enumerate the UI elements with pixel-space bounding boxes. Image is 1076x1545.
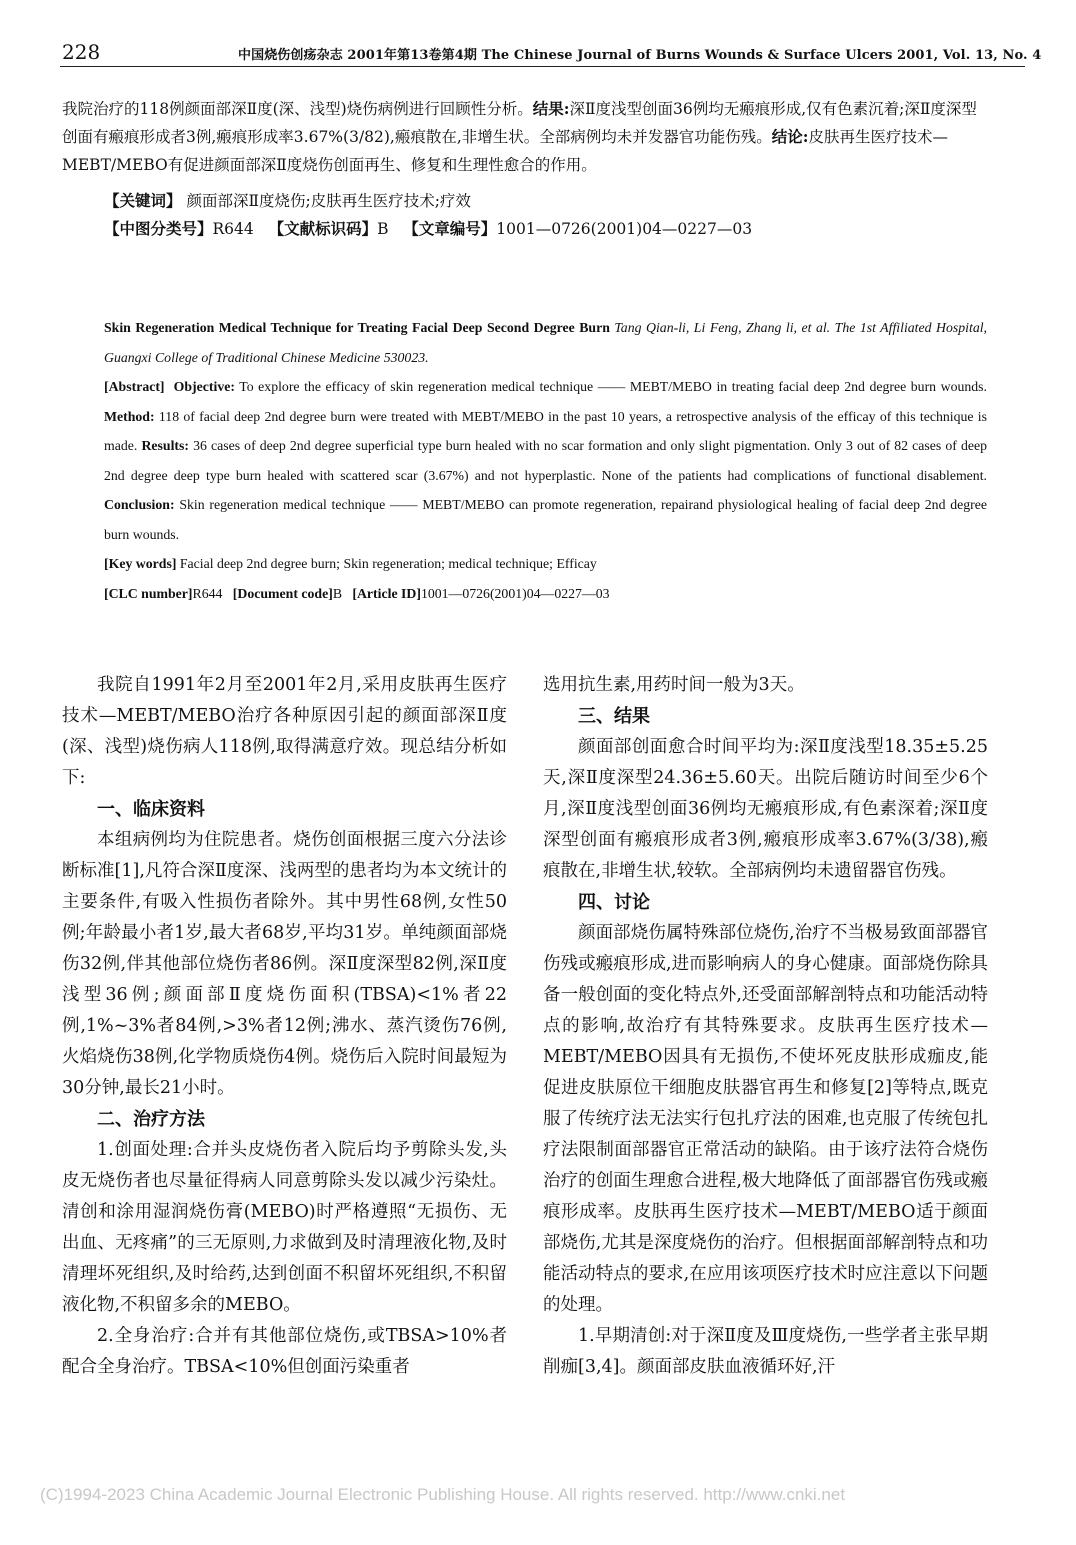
cn-clc-value: R644 <box>212 220 254 238</box>
copyright-watermark: (C)1994-2023 China Academic Journal Electronic Publishing House. All rights reserved. http://www.cnki.net <box>40 1485 846 1504</box>
cn-classification <box>62 215 987 243</box>
cn-articleid-value: 1001—0726(2001)04—0227—03 <box>496 220 753 238</box>
cn-results-text: 深Ⅱ度浅型创面36例均无瘢痕形成,仅有色素沉着;深Ⅱ度深型创面有瘢痕形成者3例,瘢痕形成率3.67%(3/82),瘢痕散在,非增生状。全部病例均未并发器官功能伤残。 <box>62 100 977 146</box>
page-number: 228 <box>62 40 101 64</box>
en-method-text: 118 of facial deep 2nd degree burn were treated with MEBT/MEBO in the past 10 years, a retrospective analysis of the efficay of this technique is made. <box>104 408 988 453</box>
en-doccode-value: B <box>332 585 343 601</box>
body-column-right <box>543 670 988 1383</box>
english-abstract <box>62 313 987 608</box>
section-heading-treatment: 二、治疗方法 <box>97 1109 205 1130</box>
en-conclusion-text: Skin regeneration medical technique —— MEBT/MEBO can promote regeneration, repairand physiological healing of facial deep 2nd degree burn wounds. <box>104 497 988 542</box>
en-results-text: 36 cases of deep 2nd degree superficial type burn healed with no scar formation and only slight pigmentation. Only 3 out of 82 cases of deep 2nd degree deep type burn healed with scattered scar (3.67%) and not hyperplastic. None of the patients had complications of functional disablement. <box>104 438 988 483</box>
results-paragraph: 颜面部创面愈合时间平均为:深Ⅱ度浅型18.35±5.25天,深Ⅱ度深型24.36±5.60天。出院后随访时间至少6个月,深Ⅱ度浅型创面36例均无瘢痕形成,有色素深着;深Ⅱ度深型创面有瘢痕形成者3例,瘢痕形成率3.67%(3/38),瘢痕散在,非增生状,较软。全部病例均未遗留器官伤残。 <box>543 737 988 881</box>
chinese-abstract <box>62 95 987 243</box>
en-objective-text: To explore the efficacy of skin regeneration medical technique —— MEBT/MEBO in treating facial deep 2nd degree burn wounds. <box>239 379 987 394</box>
en-objective-label: Objective: <box>173 379 235 394</box>
cn-clc-label: 【中图分类号】 <box>104 219 213 238</box>
discussion-paragraph-2: 1.早期清创:对于深Ⅱ度及Ⅲ度烧伤,一些学者主张早期削痂[3,4]。颜面部皮肤血液循环好,汗 <box>543 1326 988 1377</box>
cn-doccode-value: B <box>377 220 389 238</box>
treatment-paragraph-2: 2.全身治疗:合并有其他部位烧伤,或TBSA>10%者配合全身治疗。TBSA<10%但创面污染重者 <box>62 1326 507 1377</box>
en-abstract-label: [Abstract] <box>104 379 165 394</box>
treatment-paragraph-1: 1.创面处理:合并头皮烧伤者入院后均予剪除头发,头皮无烧伤者也尽量征得病人同意剪除头发以减少污染灶。清创和涂用湿润烧伤膏(MEBO)时严格遵照“无损伤、无出血、无疼痛”的三无原则,力求做到及时清理液化物,及时清理坏死组织,及时给药,达到创面不积留坏死组织,不积留液化物,不积留多余的MEBO。 <box>62 1140 507 1315</box>
discussion-paragraph-1: 颜面部烧伤属特殊部位烧伤,治疗不当极易致面部器官伤残或瘢痕形成,进而影响病人的身心健康。面部烧伤除具备一般创面的变化特点外,还受面部解剖特点和功能活动特点的影响,故治疗有其特殊要求。皮肤再生医疗技术—MEBT/MEBO因具有无损伤,不使坏死皮肤形成痂皮,能促进皮肤原位干细胞皮肤器官再生和修复[2]等特点,既克服了传统疗法无法实行包扎疗法的困难,也克服了传统包扎疗法限制面部器官正常活动的缺陷。由于该疗法符合烧伤治疗的创面生理愈合进程,极大地降低了面部器官伤残或瘢痕形成率。皮肤再生医疗技术—MEBT/MEBO适于颜面部烧伤,尤其是深度烧伤的治疗。但根据面部解剖特点和功能活动特点的要求,在应用该项医疗技术时应注意以下问题的处理。 <box>543 923 988 1315</box>
en-title-line <box>62 313 987 372</box>
section-heading-results: 三、结果 <box>578 706 650 727</box>
clinical-data-paragraph: 本组病例均为住院患者。烧伤创面根据三度六分法诊断标准[1],凡符合深Ⅱ度深、浅两型的患者均为本文统计的主要条件,有吸入性损伤者除外。其中男性68例,女性50例;年龄最小者1岁,最大者68岁,平均31岁。单纯颜面部烧伤32例,伴其他部位烧伤者86例。深Ⅱ度深型82例,深Ⅱ度浅型36例;颜面部Ⅱ度烧伤面积(TBSA)<1%者22例,1%~3%者84例,>3%者12例;沸水、蒸汽烫伤76例,火焰烧伤38例,化学物质烧伤4例。烧伤后入院时间最短为30分钟,最长21小时。 <box>62 830 507 1098</box>
en-keywords <box>62 549 987 579</box>
cn-conclusion-label: 结论: <box>771 127 809 146</box>
en-conclusion-label: Conclusion: <box>104 497 175 512</box>
en-affiliation: The 1st Affiliated Hospital, Guangxi College of Traditional Chinese Medicine 530023. <box>104 320 988 365</box>
en-clc-value: R644 <box>192 585 223 601</box>
en-method-label: Method: <box>104 408 155 424</box>
en-results-label: Results: <box>141 438 189 453</box>
section-heading-clinical-data: 一、临床资料 <box>97 799 205 820</box>
section-heading-discussion: 四、讨论 <box>578 892 650 913</box>
cn-abstract-lead: 我院治疗的118例颜面部深Ⅱ度(深、浅型)烧伤病例进行回顾性分析。 <box>62 100 533 118</box>
cn-keywords <box>62 187 987 215</box>
body-column-left <box>62 670 507 1383</box>
cn-results-label: 结果: <box>532 99 570 118</box>
cn-doccode-label: 【文献标识码】 <box>268 219 378 238</box>
cn-abstract-body <box>62 95 987 179</box>
intro-paragraph: 我院自1991年2月至2001年2月,采用皮肤再生医疗技术—MEBT/MEBO治疗各种原因引起的颜面部深Ⅱ度(深、浅型)烧伤病人118例,取得满意疗效。现总结分析如下: <box>62 675 507 788</box>
en-articleid-label: [Article ID] <box>352 585 421 601</box>
treatment-continuation: 选用抗生素,用药时间一般为3天。 <box>543 675 805 695</box>
cn-keywords-text: 颜面部深Ⅱ度烧伤;皮肤再生医疗技术;疗效 <box>181 192 471 210</box>
cn-articleid-label: 【文章编号】 <box>403 219 497 238</box>
en-keywords-text: Facial deep 2nd degree burn; Skin regeneration; medical technique; Efficay <box>176 556 597 571</box>
en-doccode-label: [Document code] <box>232 585 333 601</box>
en-classification <box>62 579 987 609</box>
en-keywords-label: [Key words] <box>104 556 177 571</box>
running-head: 中国烧伤创疡杂志 2001年第13卷第4期 The Chinese Journal of Burns Wounds & Surface Ulcers 2001, Vol. 13, No. 4 <box>238 48 1042 63</box>
en-authors: Tang Qian-li, Li Feng, Zhang li, et al. <box>609 320 831 335</box>
cn-keywords-label: 【关键词】 <box>104 191 182 210</box>
en-title: Skin Regeneration Medical Technique for Treating Facial Deep Second Degree Burn <box>104 320 610 335</box>
en-clc-label: [CLC number] <box>104 585 193 601</box>
header-rule <box>60 66 1025 67</box>
en-articleid-value: 1001—0726(2001)04—0227—03 <box>420 585 610 601</box>
cn-conclusion-text: 皮肤再生医疗技术—MEBT/MEBO有促进颜面部深Ⅱ度烧伤创面再生、修复和生理性愈合的作用。 <box>62 128 949 174</box>
en-abstract-body <box>62 372 987 549</box>
